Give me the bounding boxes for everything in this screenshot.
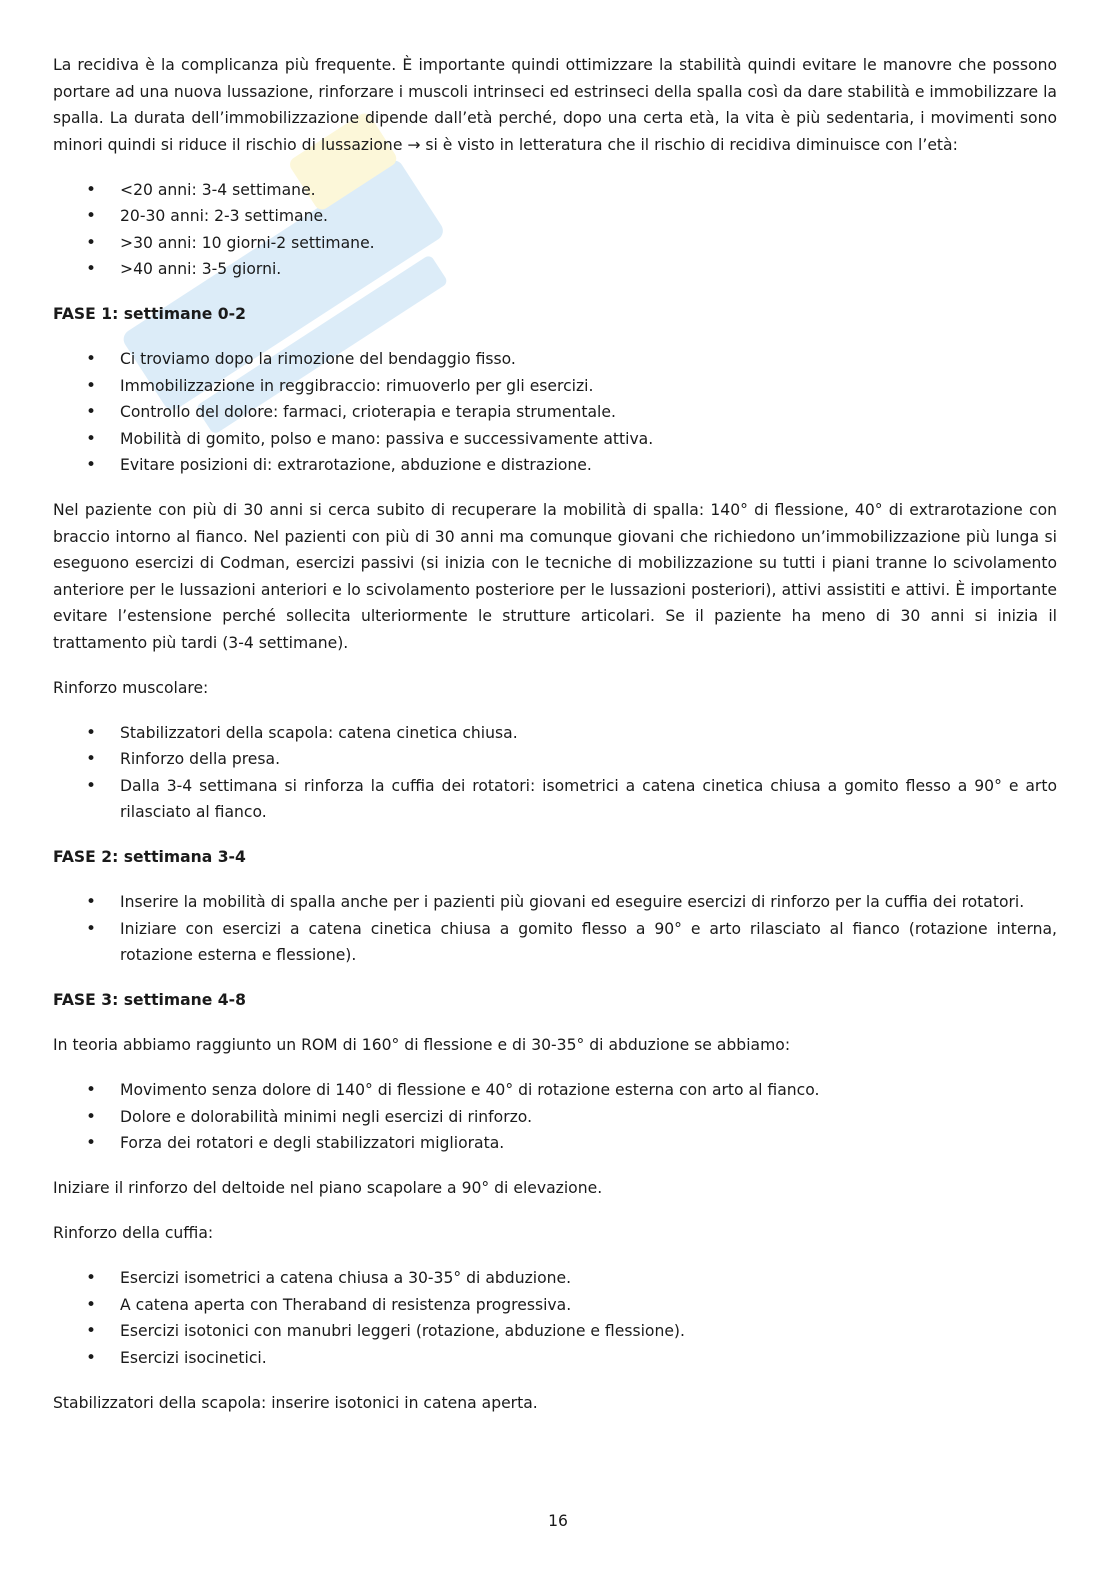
page-number: 16 (548, 1512, 568, 1530)
phase2-heading: FASE 2: settimana 3-4 (53, 848, 246, 866)
list-item: • >40 anni: 3-5 giorni. (53, 256, 1057, 283)
list-item: • Iniziare con esercizi a catena cinetica chiusa a gomito flesso a 90° e arto rilasciato al fianco (rotazione interna, rotazione esterna e flessione). (53, 916, 1057, 969)
list-item: • Inserire la mobilità di spalla anche per i pazienti più giovani ed eseguire esercizi di rinforzo per la cuffia dei rotatori. (53, 889, 1057, 916)
list-item: • Esercizi isotonici con manubri leggeri (rotazione, abduzione e flessione). (53, 1318, 1057, 1345)
list-item: • Dolore e dolorabilità minimi negli esercizi di rinforzo. (53, 1104, 1057, 1131)
list-item: • Esercizi isometrici a catena chiusa a 30-35° di abduzione. (53, 1265, 1057, 1292)
document-page (53, 52, 1057, 1435)
intro-paragraph: La recidiva è la complicanza più frequente. È importante quindi ottimizzare la stabilità quindi evitare le manovre che possono portare ad una nuova lussazione, rinforzare i muscoli intrinseci ed estrinseci della spalla così da dare stabilità e immobilizzare la spalla. La durata dell’immobilizzazione dipende dall’età perché, dopo una certa età, la vita è più sedentaria, i movimenti sono minori quindi si riduce il rischio di lussazione → si è visto in letteratura che il rischio di recidiva diminuisce con l’età: (53, 56, 1057, 154)
phase1-list (53, 346, 1057, 479)
cuff-list (53, 1265, 1057, 1371)
scapula-paragraph: Stabilizzatori della scapola: inserire isotonici in catena aperta. (53, 1393, 538, 1412)
phase3-heading: FASE 3: settimane 4-8 (53, 991, 246, 1009)
deltoid-paragraph: Iniziare il rinforzo del deltoide nel piano scapolare a 90° di elevazione. (53, 1179, 603, 1197)
phase3-intro: In teoria abbiamo raggiunto un ROM di 160° di flessione e di 30-35° di abduzione se abbiamo: (53, 1036, 791, 1054)
list-item: • <20 anni: 3-4 settimane. (53, 177, 1057, 204)
list-item: • 20-30 anni: 2-3 settimane. (53, 203, 1057, 230)
strength-list (53, 720, 1057, 826)
phase3-list (53, 1077, 1057, 1157)
list-item: • Controllo del dolore: farmaci, crioterapia e terapia strumentale. (53, 399, 1057, 426)
strength-label: Rinforzo muscolare: (53, 678, 209, 697)
list-item: • Movimento senza dolore di 140° di flessione e 40° di rotazione esterna con arto al fianco. (53, 1077, 1057, 1104)
list-item: • Esercizi isocinetici. (53, 1345, 1057, 1372)
list-item: • Forza dei rotatori e degli stabilizzatori migliorata. (53, 1130, 1057, 1157)
list-item: • >30 anni: 10 giorni-2 settimane. (53, 230, 1057, 257)
phase2-list (53, 889, 1057, 969)
list-item: • Rinforzo della presa. (53, 746, 1057, 773)
list-item: • Immobilizzazione in reggibraccio: rimuoverlo per gli esercizi. (53, 373, 1057, 400)
phase1-paragraph: Nel paziente con più di 30 anni si cerca subito di recuperare la mobilità di spalla: 140° di flessione, 40° di extrarotazione con braccio intorno al fianco. Nel pazienti con più di 30 anni ma comunque giovani che richiedono un’immobilizzazione più lunga si eseguono esercizi di Codman, esercizi passivi (si inizia con le tecniche di mobilizzazione su tutti i piani tranne lo scivolamento anteriore per le lussazioni anteriori e lo scivolamento posteriore per le lussazioni posteriori), attivi assistiti e attivi. È importante evitare l’estensione perché sollecita ulteriormente le strutture articolari. Se il paziente ha meno di 30 anni si inizia il trattamento più tardi (3-4 settimane). (53, 501, 1057, 652)
list-item: • Mobilità di gomito, polso e mano: passiva e successivamente attiva. (53, 426, 1057, 453)
list-item: • A catena aperta con Theraband di resistenza progressiva. (53, 1292, 1057, 1319)
list-item: • Stabilizzatori della scapola: catena cinetica chiusa. (53, 720, 1057, 747)
phase1-heading: FASE 1: settimane 0-2 (53, 305, 246, 323)
list-item: • Dalla 3-4 settimana si rinforza la cuffia dei rotatori: isometrici a catena cinetica chiusa a gomito flesso a 90° e arto rilasciato al fianco. (53, 773, 1057, 826)
cuff-label: Rinforzo della cuffia: (53, 1224, 214, 1242)
list-item: • Ci troviamo dopo la rimozione del bendaggio fisso. (53, 346, 1057, 373)
list-item: • Evitare posizioni di: extrarotazione, abduzione e distrazione. (53, 452, 1057, 479)
immobilization-durations-list (53, 177, 1057, 283)
